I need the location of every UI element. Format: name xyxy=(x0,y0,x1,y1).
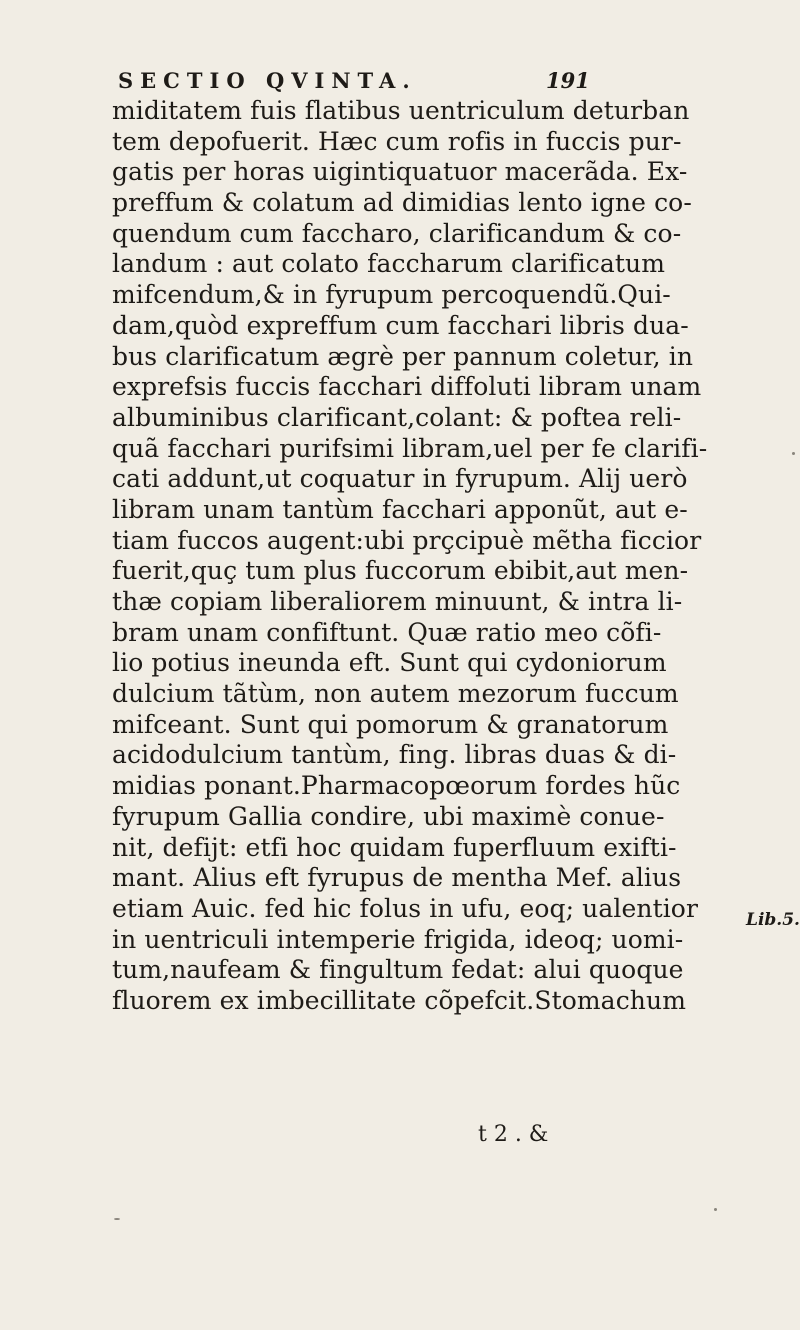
signature-catchword-line: t 2 . & xyxy=(478,1122,549,1147)
text-line: quendum cum faccharo, clarificandum & co- xyxy=(112,218,682,248)
text-line: bram unam confiftunt. Quæ ratio meo cõfi- xyxy=(112,617,662,647)
text-line: fyrupum Gallia condire, ubi maximè conue- xyxy=(112,801,665,831)
text-line: exprefsis fuccis facchari diffoluti libram unam xyxy=(112,372,702,402)
text-line: tum,naufeam & fingultum fedat: alui quoque xyxy=(112,955,684,985)
text-line: tiam fuccos augent:ubi prçcipuè mẽtha ficcior xyxy=(112,525,702,555)
text-line: libram unam tantùm facchari apponũt, aut e- xyxy=(112,494,688,524)
text-line: tem depofuerit. Hæc cum rofis in fuccis pur- xyxy=(112,126,682,156)
page-number: 191 xyxy=(546,68,590,93)
text-line: quã facchari purifsimi libram,uel per fe clarifi- xyxy=(112,433,708,463)
text-line: landum : aut colato faccharum clarificatum xyxy=(112,249,666,279)
text-line: mifceant. Sunt qui pomorum & granatorum xyxy=(112,709,669,739)
text-line: fluorem ex imbecillitate cõpefcit.Stomachum xyxy=(112,985,687,1015)
text-line: dulcium tãtùm, non autem mezorum fuccum xyxy=(112,679,679,709)
paper-speck xyxy=(114,1218,120,1220)
text-line: in uentriculi intemperie frigida, ideoq; uomi- xyxy=(112,924,684,954)
text-line: acidodulcium tantùm, fing. libras duas & di- xyxy=(112,740,677,770)
text-line: preffum & colatum ad dimidias lento igne co- xyxy=(112,188,692,218)
text-line: etiam Auic. fed hic folus in ufu, eoq; ualentior xyxy=(112,893,699,923)
text-line: cati addunt,ut coquatur in fyrupum. Alij uerò xyxy=(112,464,688,494)
paper-speck xyxy=(714,1208,717,1211)
text-line: nit, defijt: etfi hoc quidam fuperfluum exifti- xyxy=(112,832,677,862)
body-text xyxy=(112,96,708,1017)
text-line: bus clarificatum ægrè per pannum coletur, in xyxy=(112,341,694,371)
text-line: dam,quòd expreffum cum facchari libris dua- xyxy=(112,310,689,340)
text-line: thæ copiam liberaliorem minuunt, & intra li- xyxy=(112,587,683,616)
text-line: miditatem fuis flatibus uentriculum deturban xyxy=(112,96,690,125)
text-line: gatis per horas uigintiquatuor macerãda. Ex- xyxy=(112,157,688,187)
margin-note: Lib.5. xyxy=(746,910,800,930)
text-line: mant. Alius eft fyrupus de mentha Mef. alius xyxy=(112,863,682,893)
text-line: lio potius ineunda eft. Sunt qui cydoniorum xyxy=(112,648,667,678)
text-line: fuerit,quç tum plus fuccorum ebibit,aut men- xyxy=(112,556,689,586)
running-title: SECTIO QVINTA. xyxy=(118,68,417,93)
paper-speck xyxy=(792,452,795,455)
text-line: mifcendum,& in fyrupum percoquendũ.Qui- xyxy=(112,280,671,310)
text-line: midias ponant.Pharmacopœorum fordes hũc xyxy=(112,771,681,801)
text-line: albuminibus clarificant,colant: & poftea reli- xyxy=(112,402,682,432)
